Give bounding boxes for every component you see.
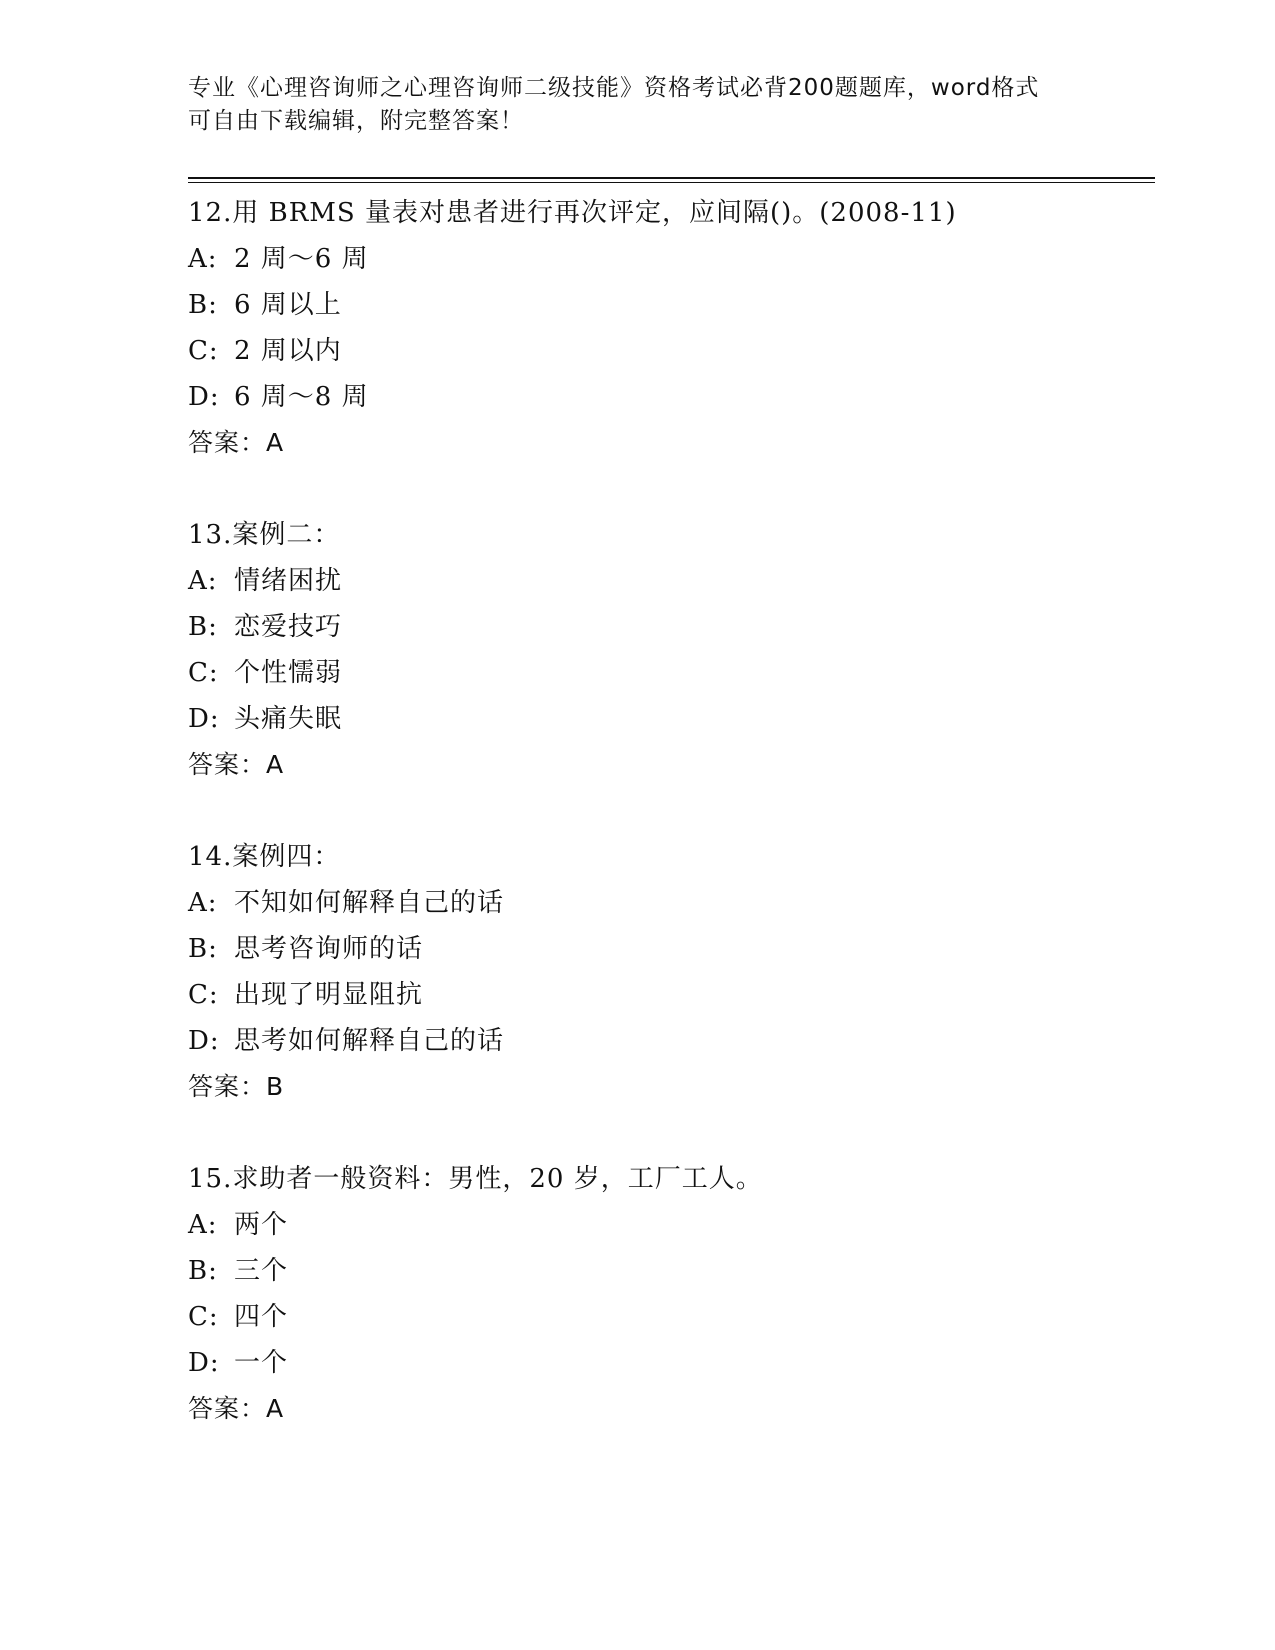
option-c bbox=[188, 1294, 1155, 1340]
question-text: 案例四： bbox=[232, 842, 341, 872]
option-d bbox=[188, 374, 1155, 420]
option-text: 2 周～6 周 bbox=[234, 244, 369, 274]
option-key: B: bbox=[188, 934, 218, 964]
option-d bbox=[188, 696, 1155, 742]
question-stem bbox=[188, 190, 1155, 236]
option-b bbox=[188, 282, 1155, 328]
option-key: C: bbox=[188, 658, 219, 688]
option-text: 6 周～8 周 bbox=[234, 382, 369, 412]
question-list bbox=[188, 190, 1155, 1478]
option-key: C: bbox=[188, 336, 219, 366]
header-line-2: 可自由下载编辑，附完整答案！ bbox=[188, 108, 524, 134]
option-key: B: bbox=[188, 612, 218, 642]
option-text: 不知如何解释自己的话 bbox=[234, 888, 505, 918]
option-a bbox=[188, 558, 1155, 604]
option-text: 一个 bbox=[234, 1348, 289, 1378]
question-15 bbox=[188, 1156, 1155, 1432]
question-12 bbox=[188, 190, 1155, 466]
option-text: 恋爱技巧 bbox=[234, 612, 343, 642]
option-text: 出现了明显阻抗 bbox=[234, 980, 424, 1010]
option-key: A: bbox=[188, 888, 218, 918]
option-key: D: bbox=[188, 1026, 220, 1056]
option-text: 思考咨询师的话 bbox=[234, 934, 424, 964]
option-c bbox=[188, 972, 1155, 1018]
option-key: A: bbox=[188, 566, 218, 596]
option-text: 两个 bbox=[234, 1210, 289, 1240]
option-key: C: bbox=[188, 980, 219, 1010]
option-a bbox=[188, 236, 1155, 282]
option-key: A: bbox=[188, 1210, 218, 1240]
question-number: 12. bbox=[188, 198, 233, 228]
option-text: 思考如何解释自己的话 bbox=[234, 1026, 505, 1056]
question-number: 14. bbox=[188, 842, 233, 872]
option-a bbox=[188, 880, 1155, 926]
option-b bbox=[188, 926, 1155, 972]
question-stem bbox=[188, 1156, 1155, 1202]
option-key: A: bbox=[188, 244, 218, 274]
option-b bbox=[188, 1248, 1155, 1294]
option-key: D: bbox=[188, 382, 220, 412]
question-stem bbox=[188, 834, 1155, 880]
option-key: D: bbox=[188, 704, 220, 734]
header-divider-thin bbox=[188, 182, 1155, 183]
option-key: B: bbox=[188, 290, 218, 320]
option-d bbox=[188, 1340, 1155, 1386]
option-text: 2 周以内 bbox=[234, 336, 342, 366]
question-number: 13. bbox=[188, 520, 233, 550]
option-key: C: bbox=[188, 1302, 219, 1332]
question-text: 案例二： bbox=[232, 520, 341, 550]
option-text: 个性懦弱 bbox=[234, 658, 343, 688]
option-text: 头痛失眠 bbox=[234, 704, 343, 734]
answer: 答案：A bbox=[188, 1394, 285, 1423]
header-line-1: 专业《心理咨询师之心理咨询师二级技能》资格考试必背200题题库，word格式 bbox=[188, 75, 1040, 101]
option-b bbox=[188, 604, 1155, 650]
question-text: 求助者一般资料：男性，20 岁，工厂工人。 bbox=[232, 1164, 763, 1194]
answer: 答案：A bbox=[188, 750, 285, 779]
header-divider-thick bbox=[188, 177, 1155, 179]
option-text: 6 周以上 bbox=[234, 290, 342, 320]
answer: 答案：B bbox=[188, 1072, 285, 1101]
question-number: 15. bbox=[188, 1164, 233, 1194]
question-13 bbox=[188, 512, 1155, 788]
option-text: 三个 bbox=[234, 1256, 289, 1286]
option-key: D: bbox=[188, 1348, 220, 1378]
option-d bbox=[188, 1018, 1155, 1064]
option-c bbox=[188, 650, 1155, 696]
question-14 bbox=[188, 834, 1155, 1110]
option-text: 四个 bbox=[234, 1302, 289, 1332]
option-text: 情绪困扰 bbox=[234, 566, 343, 596]
option-c bbox=[188, 328, 1155, 374]
question-text: 用 BRMS 量表对患者进行再次评定，应间隔()。(2008-11) bbox=[232, 198, 957, 228]
answer: 答案：A bbox=[188, 428, 285, 457]
question-stem bbox=[188, 512, 1155, 558]
document-header bbox=[188, 72, 1068, 138]
option-a bbox=[188, 1202, 1155, 1248]
option-key: B: bbox=[188, 1256, 218, 1286]
